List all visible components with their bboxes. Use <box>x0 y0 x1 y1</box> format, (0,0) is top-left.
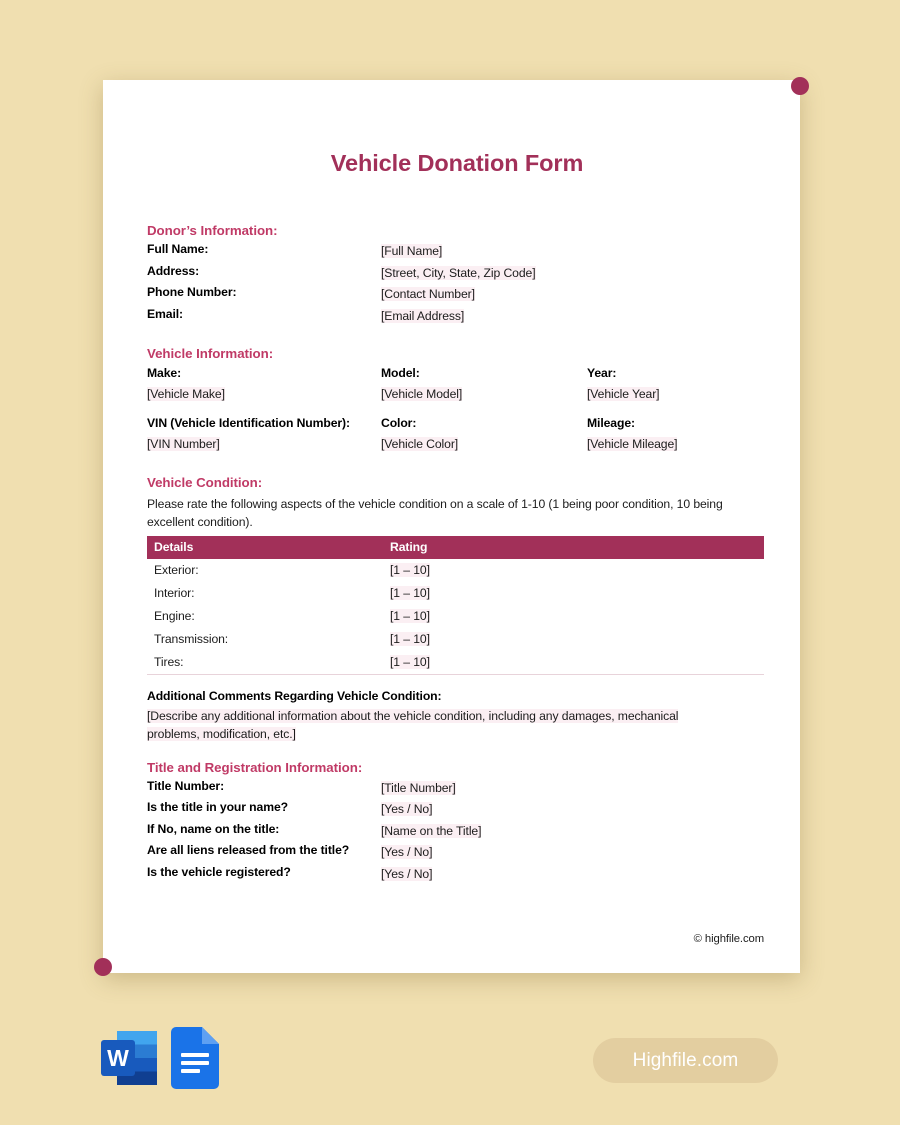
cell-rating[interactable]: [1 – 10] <box>383 651 764 675</box>
field-label: Address: <box>147 263 200 278</box>
field-label: Phone Number: <box>147 285 237 299</box>
microsoft-word-icon[interactable] <box>101 1027 157 1094</box>
vehicle-condition-heading: Vehicle Condition: <box>147 475 263 490</box>
field-label: Is the vehicle registered? <box>147 864 291 879</box>
field-label: Are all liens released from the title? <box>147 843 350 858</box>
title-registration-heading: Title and Registration Information: <box>147 759 363 775</box>
field-label: Full Name: <box>147 242 209 256</box>
field-label: Email: <box>147 306 183 321</box>
document-page <box>103 80 800 973</box>
field-value[interactable]: [Title Number] <box>381 780 456 795</box>
condition-instructions: Please rate the following aspects of the vehicle condition on a scale of 1-10 (1 being poor condition, 10 being excellent condition). <box>147 497 723 530</box>
table-row <box>147 775 767 801</box>
brand-watermark-badge <box>593 1038 778 1083</box>
field-value[interactable]: [Vehicle Model] <box>381 387 463 401</box>
field-value[interactable]: [Vehicle Color] <box>381 437 459 451</box>
field-value[interactable]: [Yes / No] <box>381 866 433 881</box>
field-label: VIN (Vehicle Identification Number): <box>147 416 350 430</box>
donor-information-heading: Donor’s Information: <box>147 223 278 238</box>
page-title: Vehicle Donation Form <box>330 150 584 176</box>
table-row <box>147 559 764 582</box>
additional-comments-section <box>147 689 767 743</box>
table-row <box>147 238 767 264</box>
cell-rating[interactable]: [1 – 10] <box>390 632 430 647</box>
cell-rating[interactable]: [1 – 10] <box>390 609 430 624</box>
field-value[interactable]: [Vehicle Make] <box>147 387 225 401</box>
additional-comments-heading: Additional Comments Regarding Vehicle Condition: <box>147 688 442 703</box>
page-footer: © highfile.com <box>693 933 764 945</box>
file-format-icons <box>101 1027 219 1094</box>
cell-rating[interactable]: [1 – 10] <box>390 563 430 578</box>
vehicle-information-section <box>147 346 767 466</box>
table-row <box>147 264 767 286</box>
condition-rating-table <box>147 536 764 675</box>
vehicle-information-grid <box>147 366 767 466</box>
field-value[interactable]: [Email Address] <box>381 308 465 323</box>
table-header-row <box>147 536 764 559</box>
field-label: Mileage: <box>587 416 635 430</box>
vehicle-condition-section <box>147 475 767 675</box>
table-row <box>147 605 764 628</box>
cell-detail: Interior: <box>154 586 195 601</box>
cell-detail: Transmission: <box>154 632 229 647</box>
field-label: If No, name on the title: <box>147 821 280 836</box>
field-label: Title Number: <box>147 778 225 793</box>
field-value[interactable]: [VIN Number] <box>147 437 220 451</box>
field-label: Model: <box>381 366 420 380</box>
donor-information-table <box>147 238 767 328</box>
donor-information-section <box>147 223 767 328</box>
brand-watermark-label: Highfile.com <box>632 1049 739 1071</box>
additional-comments-field[interactable]: [Describe any additional information about the vehicle condition, including any damages, mechanical problems, modification, etc.] <box>147 708 679 741</box>
decorative-circle-top-right <box>791 77 809 95</box>
vehicle-information-heading: Vehicle Information: <box>147 346 274 361</box>
table-row <box>147 865 767 887</box>
field-value[interactable]: [Yes / No] <box>381 802 433 817</box>
field-value[interactable]: [Vehicle Year] <box>587 387 660 401</box>
cell-detail: Tires: <box>147 651 383 675</box>
cell-rating[interactable]: [1 – 10] <box>390 586 430 601</box>
table-row <box>147 800 767 822</box>
table-row <box>147 843 767 865</box>
field-value[interactable]: [Yes / No] <box>381 845 433 860</box>
field-value[interactable]: [Full Name] <box>381 244 443 258</box>
field-label: Is the title in your name? <box>147 800 288 815</box>
table-row <box>147 307 767 329</box>
title-registration-table <box>147 775 767 887</box>
field-value[interactable]: [Name on the Title] <box>381 823 482 838</box>
field-value[interactable]: [Vehicle Mileage] <box>587 437 678 451</box>
title-registration-section <box>147 760 767 887</box>
table-row <box>147 582 764 605</box>
table-row <box>147 822 767 844</box>
column-header-details: Details <box>147 536 383 559</box>
field-label: Make: <box>147 366 182 380</box>
field-label: Year: <box>587 366 617 380</box>
table-row <box>147 651 764 675</box>
decorative-circle-bottom-left <box>94 958 112 976</box>
svg-text:W: W <box>107 1045 129 1071</box>
google-docs-icon[interactable] <box>171 1027 219 1094</box>
field-value[interactable]: [Contact Number] <box>381 287 475 301</box>
table-row <box>147 285 767 307</box>
field-label: Color: <box>381 416 417 430</box>
cell-detail: Engine: <box>154 609 195 624</box>
table-row <box>147 628 764 651</box>
field-value[interactable]: [Street, City, State, Zip Code] <box>381 265 536 280</box>
cell-detail: Exterior: <box>154 563 199 578</box>
column-header-rating: Rating <box>383 536 764 559</box>
